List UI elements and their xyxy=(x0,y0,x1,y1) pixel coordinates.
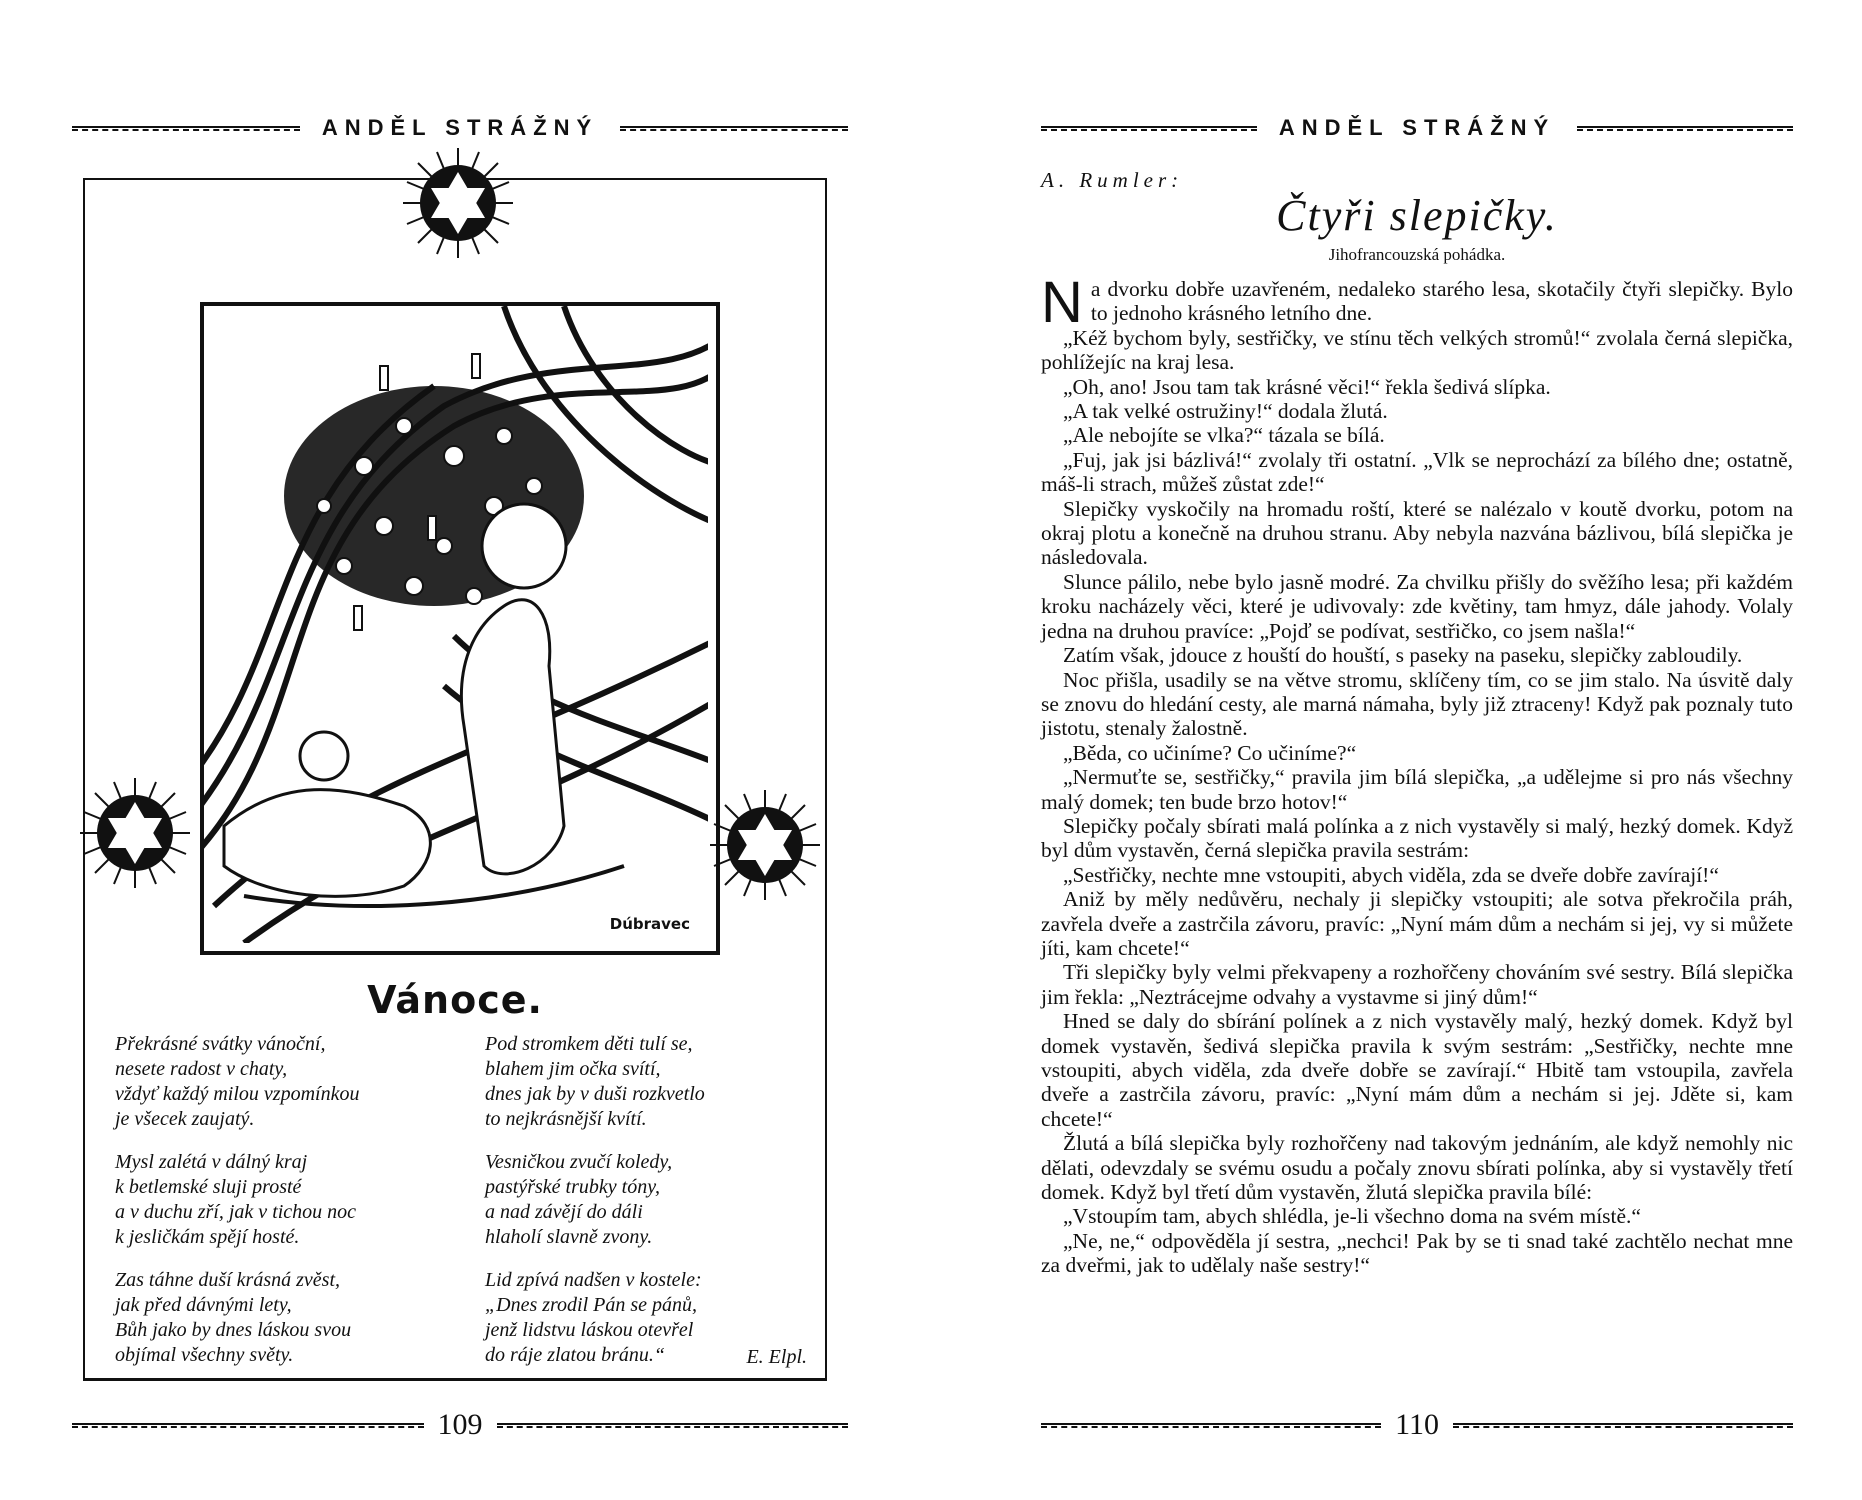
verse-line: pastýřské trubky tóny, xyxy=(485,1176,660,1198)
stanza xyxy=(115,1268,460,1368)
page-number: 110 xyxy=(1395,1408,1439,1441)
paragraph: „Ne, ne,“ odpověděla jí sestra, „nechci! Pak by se ti snad také zachtělo nechat mne za dveřmi, jak to udělaly naše sestry!“ xyxy=(1041,1228,1793,1278)
poem-column-right xyxy=(485,1032,815,1386)
paragraph: „Běda, co učiníme? Co učiníme?“ xyxy=(1063,740,1357,765)
stanza xyxy=(485,1268,815,1368)
story-body xyxy=(1041,270,1793,1278)
verse-line: Překrásné svátky vánoční, xyxy=(115,1033,326,1055)
ornamental-rule xyxy=(1041,1420,1381,1430)
paragraph: Slepičky vyskočily na hromadu roští, které se nalézalo v koutě dvorku, potom na okraj plotu a konečně na druhou stranu. Aby nebyla nazvána bázlivou, bílá slepička je následovala. xyxy=(1041,496,1793,570)
verse-line: jenž lidstvu láskou otevřel xyxy=(485,1319,694,1341)
ornamental-rule xyxy=(72,1420,424,1430)
stanza xyxy=(115,1150,460,1250)
paragraph: „Nermuťte se, sestřičky,“ pravila jim bílá slepička, „a udělejme si pro nás všechny malý domek; ten bude brzo hotov!“ xyxy=(1041,765,1793,814)
illustration-drawing xyxy=(204,306,708,943)
stanza xyxy=(115,1032,460,1132)
verse-line: nesete radost v chaty, xyxy=(115,1058,288,1080)
right-page xyxy=(931,0,1862,1500)
paragraph: „Ale nebojíte se vlka?“ tázala se bílá. xyxy=(1063,423,1385,448)
verse-line: Lid zpívá nadšen v kostele: xyxy=(485,1269,702,1291)
verse-line: k jesličkám spějí hosté. xyxy=(115,1226,300,1248)
paragraph: Žlutá a bílá slepička byly rozhořčeny nad takovým jednáním, ale když nemohly nic dělati, odevzdaly se svému osudu a počaly znovu sbírati polínka, aby si vystavěly třetí domek. Když byl třetí dům vystavěn, žlutá slepička pravila bílé: xyxy=(1041,1131,1793,1205)
folio xyxy=(72,1405,848,1445)
verse-line: blahem jim očka svítí, xyxy=(485,1058,661,1080)
ornamental-rule xyxy=(1577,123,1793,133)
drop-cap: N xyxy=(1041,270,1083,335)
verse-line: jak před dávnými lety, xyxy=(115,1294,292,1316)
paragraph: Zatím však, jdouce z houští do houští, s paseky na paseku, slepičky zabloudily. xyxy=(1063,643,1743,668)
stanza xyxy=(485,1150,815,1250)
illustration-signature: Dúbravec xyxy=(609,915,690,933)
verse-line: do ráje zlatou bránu.“ xyxy=(485,1344,666,1366)
paragraph: „Vstoupím tam, abych shlédla, je-li všechno doma na svém místě.“ xyxy=(1063,1204,1641,1229)
stanza xyxy=(485,1032,815,1132)
ornamental-rule xyxy=(620,123,848,133)
folio xyxy=(1041,1405,1793,1445)
verse-line: dnes jak by v duši rozkvetlo xyxy=(485,1083,705,1105)
verse-line: Zas táhne duší krásná zvěst, xyxy=(115,1269,340,1291)
running-head xyxy=(1041,108,1793,148)
paragraph: Tři slepičky byly velmi překvapeny a rozhořčeny chováním své sestry. Bílá slepička jim řekla: „Neztrácejme odvahy a vystavme si jiný dům!“ xyxy=(1041,960,1793,1009)
ornamental-rule xyxy=(72,123,300,133)
running-head xyxy=(72,108,848,148)
star-ornament-top xyxy=(403,148,513,258)
paragraph: Aniž by měly nedůvěru, nechaly ji slepičky vstoupiti; ale sotva překročila práh, zavřela dveře a zastrčila závoru, pravíc: „Nyní mám dům a nechám si jej, vy si můžete jíti, kam chcete!“ xyxy=(1041,887,1793,960)
verse-line: hlaholí slavně zvony. xyxy=(485,1226,653,1248)
paragraph: Slunce pálilo, nebe bylo jasně modré. Za chvilku přišly do svěžího lesa; při každém kroku nacházely věci, které je udivovaly: zde květiny, tam hmyz, dále jahody. Volaly jedna na druhou pravíce: „Pojď se podívat, sestřičko, co jsem našla!“ xyxy=(1041,569,1793,643)
story-title: Čtyři slepičky. xyxy=(1276,191,1558,240)
verse-line: Pod stromkem děti tulí se, xyxy=(485,1033,693,1055)
paragraph: Hned se daly do sbírání polínek a z nich vystavěly malý, hezký domek. Když byl domek vystavěn, šedivá slepička pravila k svým sestrám: „Sestřičky, nechte mne vstoupiti, abych viděla, zda dveře dobře se zavírají.“ Hbitě tam vstoupila, zavřela dveře a zastrčila závoru, pravíc: „Nyní mám dům a nechám si jej. Jděte si, kam chcete!“ xyxy=(1041,1009,1793,1131)
verse-line: vždyť každý milou vzpomínkou xyxy=(115,1083,360,1105)
verse-line: Bůh jako by dnes láskou svou xyxy=(115,1319,352,1341)
verse-line: a v duchu zří, jak v tichou noc xyxy=(115,1201,357,1223)
paragraph: „Fuj, jak jsi bázlivá!“ zvolaly tři ostatní. „Vlk se neprochází za bílého dne; ostatně, máš-li strach, můžeš zůstat zde!“ xyxy=(1041,447,1793,497)
verse-line: k betlemské sluji prosté xyxy=(115,1176,302,1198)
paragraph: „Sestřičky, nechte mne vstoupiti, abych viděla, zda se dveře dobře zavírají!“ xyxy=(1063,862,1719,887)
paragraph: „Oh, ano! Jsou tam tak krásné věci!“ řekla šedivá slípka. xyxy=(1063,374,1551,399)
poem-author: E. Elpl. xyxy=(746,1346,807,1368)
verse-line: Vesničkou zvučí koledy, xyxy=(485,1151,673,1173)
paragraph: „A tak velké ostružiny!“ dodala žlutá. xyxy=(1063,399,1388,424)
verse-line: je všecek zaujatý. xyxy=(115,1108,255,1130)
christmas-illustration xyxy=(200,302,720,955)
star-ornament-left xyxy=(80,778,190,888)
poem-title: Vánoce. xyxy=(367,978,543,1022)
page-number: 109 xyxy=(437,1408,483,1441)
verse-line: to nejkrásnější kvítí. xyxy=(485,1108,647,1130)
verse-line: a nad závějí do dáli xyxy=(485,1201,643,1223)
poem-column-left xyxy=(115,1032,460,1386)
verse-line: „Dnes zrodil Pán se pánů, xyxy=(485,1294,698,1316)
story-subtitle: Jihofrancouzská pohádka. xyxy=(1328,245,1506,264)
story-author: A. Rumler: xyxy=(1041,168,1184,192)
paragraph: Slepičky počaly sbírati malá polínka a z nich vystavěly si malý, hezký domek. Když byl dům vystavěn, černá slepička pravila sestrám: xyxy=(1041,813,1793,863)
paragraph: Noc přišla, usadily se na větve stromu, sklíčeny tím, co se jim stalo. Na úsvitě daly se znovu do hledání cesty, ale marná námaha, byly již ztraceny! Když pak poznaly tuto jistotu, stenaly žalostně. xyxy=(1041,667,1793,741)
verse-line: Mysl zalétá v dálný kraj xyxy=(115,1151,308,1173)
verse-line: objímal všechny světy. xyxy=(115,1344,294,1366)
ornamental-rule xyxy=(1041,123,1257,133)
ornamental-rule xyxy=(1453,1420,1793,1430)
ornamental-rule xyxy=(497,1420,849,1430)
paragraph: „Kéž bychom byly, sestřičky, ve stínu těch velkých stromů!“ zvolala černá slepička, pohlížejíc na kraj lesa. xyxy=(1041,325,1793,375)
star-ornament-right xyxy=(710,790,820,900)
running-head-title: ANDĚL STRÁŽNÝ xyxy=(321,115,599,140)
running-head-title: ANDĚL STRÁŽNÝ xyxy=(1278,115,1556,140)
paragraph: Na dvorku dobře uzavřeném, nedaleko starého lesa, skotačily čtyři slepičky. Bylo to jednoho krásného letního dne. xyxy=(1041,270,1793,335)
